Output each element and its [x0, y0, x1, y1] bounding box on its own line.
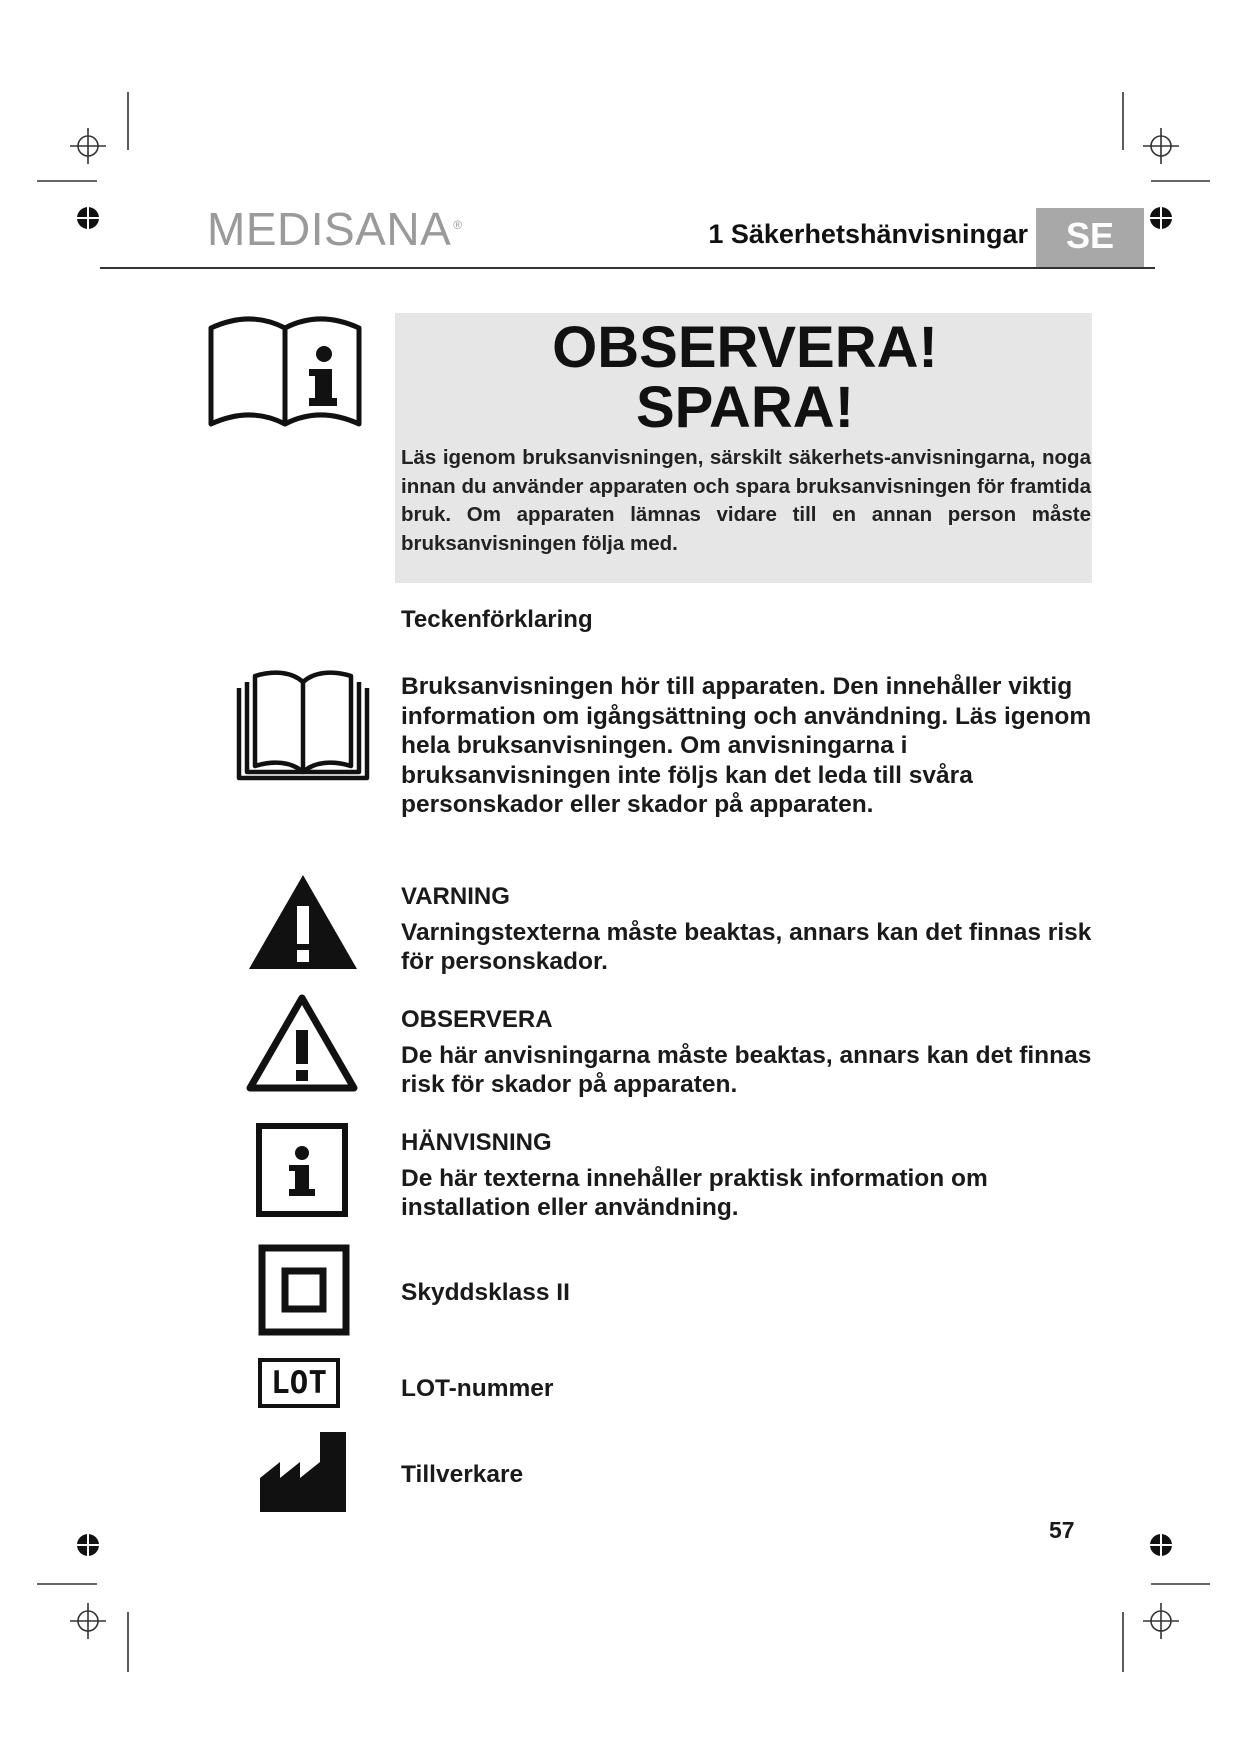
legend-item-warning: [401, 882, 1101, 977]
header-divider: [100, 267, 1155, 269]
read-manual-info-icon: [207, 314, 363, 432]
brand-logo: [207, 203, 463, 255]
protection-class-ii-icon: [258, 1244, 350, 1336]
lot-icon-label: LOT: [271, 1365, 327, 1401]
notice-heading: [395, 315, 1095, 440]
legend-item-lot-text: LOT-nummer: [401, 1375, 554, 1402]
legend-item-manual-text: Bruksanvisningen hör till apparaten. Den innehåller viktig information om igångsättning och användning. Läs igenom hela bruksanvisningen. Om anvisningarna i bruksanvisningen inte följs kan det leda till svåra personskador eller skador på apparaten.: [401, 673, 1092, 818]
legend-item-protection: [401, 1278, 1101, 1308]
legend-item-warning-text: Varningstexterna måste beaktas, annars kan det finnas risk för personskador.: [401, 918, 1092, 975]
section-title: 1 Säkerhetshänvisningar: [708, 219, 1028, 249]
legend-item-caution: [401, 1005, 1101, 1100]
legend-item-protection-text: Skyddsklass II: [401, 1279, 570, 1306]
warning-filled-triangle-icon: [246, 872, 360, 972]
caution-outline-triangle-icon: [244, 992, 360, 1094]
legend-item-note: [401, 1128, 1101, 1223]
info-box-icon: [256, 1123, 348, 1217]
notice-heading-line1: OBSERVERA!: [552, 315, 938, 380]
registered-mark: ®: [453, 217, 463, 232]
notice-text: Läs igenom bruksanvisningen, särskilt säkerhets-anvisningarna, noga innan du använder apparaten och spara bruksanvisningen för framtida bruk. Om apparaten lämnas vidare till en annan person måste bruksanvisningen följa med.: [401, 446, 1091, 555]
manufacturer-factory-icon: [258, 1430, 348, 1512]
legend-item-warning-heading: VARNING: [401, 883, 510, 910]
legend-item-lot: [401, 1374, 1101, 1404]
legend-item-manual: [401, 672, 1101, 820]
legend-item-note-heading: HÄNVISNING: [401, 1129, 552, 1156]
manual-book-icon: [236, 668, 370, 784]
legend-item-manufacturer: [401, 1460, 1101, 1490]
legend-item-note-text: De här texterna innehåller praktisk information om installation eller användning.: [401, 1164, 988, 1221]
notice-heading-line2: SPARA!: [635, 375, 855, 440]
brand-logo-text: MEDISANA: [207, 203, 452, 255]
legend-title: Teckenförklaring: [401, 606, 593, 633]
page-number: 57: [1049, 1517, 1075, 1543]
legend-item-manufacturer-text: Tillverkare: [401, 1461, 524, 1488]
legend-item-caution-text: De här anvisningarna måste beaktas, annars kan det finnas risk för skador på apparaten.: [401, 1041, 1092, 1098]
language-badge: SE: [1036, 208, 1144, 268]
legend-item-caution-heading: OBSERVERA: [401, 1006, 553, 1033]
lot-icon: [258, 1358, 340, 1408]
